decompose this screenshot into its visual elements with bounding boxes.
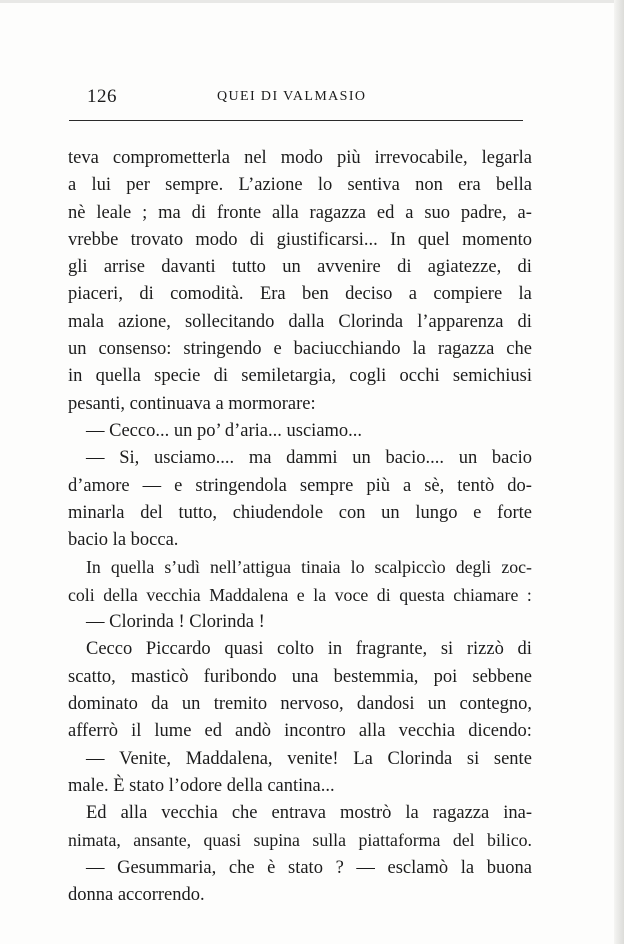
word: da: [151, 693, 169, 714]
word: forte: [497, 502, 532, 523]
word: buona: [486, 857, 532, 878]
word: giustificarsi...: [276, 229, 378, 250]
word: Maddalena: [209, 584, 289, 605]
word: ragazza: [432, 803, 490, 824]
text-line: [68, 554, 532, 581]
word: —: [86, 857, 105, 878]
word: sè,: [424, 475, 445, 496]
word: semichiusi: [452, 366, 532, 387]
word: un: [181, 693, 201, 714]
word: ben: [302, 284, 329, 305]
word: e: [296, 584, 305, 605]
word: bacio: [491, 448, 532, 469]
text-line: — Clorinda ! Clorinda !: [86, 612, 265, 633]
word: La: [353, 748, 373, 769]
word: nervoso,: [280, 693, 344, 714]
word: di: [517, 311, 532, 332]
word: Gesummaria,: [117, 857, 217, 878]
word: lo: [350, 557, 365, 578]
page-number: 126: [87, 86, 117, 107]
word: per: [126, 175, 150, 196]
word: ;: [142, 202, 148, 223]
word: di: [249, 229, 265, 250]
word: a: [408, 284, 417, 305]
text-line: [68, 445, 532, 472]
word: Clorinda: [338, 311, 404, 332]
word: del: [452, 830, 475, 851]
word: L’azione: [238, 175, 303, 196]
word: sentiva: [347, 175, 400, 196]
word: bacio....: [385, 448, 444, 469]
word: un: [427, 693, 447, 714]
word: rizzò: [466, 639, 504, 660]
text-line: donna accorrendo.: [68, 885, 205, 906]
word: mala: [68, 311, 104, 332]
page-header: [87, 86, 522, 110]
word: Maddalena,: [185, 748, 273, 769]
text-line: [68, 636, 532, 663]
word: della: [103, 584, 138, 605]
word: quasi: [203, 830, 242, 851]
word: chiudendole: [232, 502, 324, 523]
page-top-edge: [0, 0, 624, 3]
word: colto: [277, 639, 315, 660]
word: sebbene: [472, 666, 532, 687]
word: un: [282, 257, 301, 278]
text-line: [68, 363, 532, 390]
text-line: [68, 664, 532, 691]
text-line: [68, 855, 532, 882]
word: ragazza: [309, 202, 367, 223]
word: occhi: [399, 366, 440, 387]
word: entrava: [271, 803, 326, 824]
word: ma: [248, 448, 272, 469]
text-line: [68, 691, 532, 718]
word: la: [412, 339, 426, 360]
text-line: [68, 718, 532, 745]
word: vrebbe: [68, 229, 119, 250]
word: in: [68, 366, 83, 387]
word: lungo: [415, 502, 458, 523]
word: di: [397, 257, 412, 278]
text-line: [68, 172, 532, 199]
word: In: [86, 557, 101, 578]
word: afferrò: [68, 721, 118, 742]
word: momento: [462, 229, 532, 250]
word: a: [68, 175, 77, 196]
word: voce: [334, 584, 369, 605]
word: usciamo....: [153, 448, 235, 469]
word: esclamò: [387, 857, 449, 878]
word: ed: [204, 721, 222, 742]
word: suo: [424, 202, 451, 223]
word: che: [228, 857, 255, 878]
word: la: [460, 857, 475, 878]
word: Venite,: [119, 748, 172, 769]
text-line: [68, 500, 532, 527]
word: Cecco: [86, 639, 133, 660]
word: una: [291, 666, 319, 687]
word: bestemmia,: [333, 666, 419, 687]
word: do-: [507, 475, 532, 496]
word: nell’attigua: [210, 557, 291, 578]
text-line: pesanti, continuava a mormorare:: [68, 393, 316, 414]
text-line: [68, 145, 532, 172]
word: non: [415, 175, 443, 196]
word: che: [506, 339, 532, 360]
word: lo: [317, 175, 333, 196]
word: scatto,: [68, 666, 116, 687]
word: la: [405, 803, 419, 824]
body-text: [68, 145, 532, 909]
word: zoc-: [501, 557, 532, 578]
word: bilico.: [487, 830, 532, 851]
word: di: [376, 584, 391, 605]
word: tinaia: [301, 557, 341, 578]
word: nè: [68, 202, 86, 223]
word: semiletargia,: [241, 366, 336, 387]
word: cogli: [349, 366, 387, 387]
word: di: [213, 366, 229, 387]
word: più: [366, 475, 390, 496]
word: azione,: [118, 311, 171, 332]
word: un: [381, 502, 400, 523]
word: Clorinda: [387, 748, 453, 769]
word: sulla: [312, 830, 346, 851]
header-rule: [69, 120, 523, 121]
word: scalpiccìo: [374, 557, 446, 578]
word: s’udì: [164, 557, 200, 578]
word: arrise: [103, 257, 145, 278]
word: si: [440, 639, 454, 660]
word: irrevocabile,: [374, 148, 468, 168]
word: un: [352, 448, 371, 469]
word: di: [517, 257, 532, 278]
word: leale: [96, 202, 132, 223]
word: vecchia: [161, 803, 218, 824]
text-line: [68, 827, 532, 854]
text-line: male. È stato l’odore della cantina...: [68, 775, 335, 796]
word: a: [405, 202, 414, 223]
text-line: bacio la bocca.: [68, 530, 179, 551]
text-line: [68, 227, 532, 254]
word: dalla: [288, 311, 325, 332]
word: fragrante,: [355, 639, 428, 660]
word: stringendo: [183, 339, 262, 360]
word: Era: [259, 284, 286, 305]
text-line: [68, 746, 532, 773]
text-line: [68, 473, 532, 500]
word: teva: [68, 148, 99, 168]
word: a: [402, 475, 412, 496]
word: tutto: [232, 257, 266, 278]
word: sente: [493, 748, 532, 769]
word: sempre: [299, 475, 354, 496]
word: dandosi: [356, 693, 415, 714]
word: supina: [253, 830, 300, 851]
word: tremito: [213, 693, 268, 714]
word: ma: [158, 202, 181, 223]
word: ed: [376, 202, 395, 223]
word: alla: [120, 803, 148, 824]
word: davanti: [161, 257, 216, 278]
word: furibondo: [203, 666, 277, 687]
word: di: [517, 639, 532, 660]
word: di: [139, 284, 154, 305]
word: modo: [195, 229, 238, 250]
word: vecchia: [146, 584, 201, 605]
word: che: [231, 803, 258, 824]
word: —: [142, 475, 162, 496]
word: a-: [517, 202, 532, 223]
word: venite!: [287, 748, 339, 769]
word: quel: [417, 229, 450, 250]
word: minarla: [68, 502, 125, 523]
text-line: — Cecco... un po’ d’aria... usciamo...: [86, 420, 363, 441]
word: —: [86, 448, 105, 469]
word: tutto,: [178, 502, 218, 523]
word: lume: [154, 721, 192, 742]
word: gli: [68, 257, 88, 278]
running-title: QUEI DI VALMASIO: [217, 89, 367, 104]
word: degli: [455, 557, 492, 578]
word: quella: [110, 557, 155, 578]
word: e: [473, 502, 482, 523]
word: consenso:: [98, 339, 172, 360]
word: chiamare: [453, 584, 519, 605]
word: più: [336, 148, 361, 168]
word: di: [191, 202, 207, 223]
word: alla: [358, 721, 386, 742]
word: Ed: [86, 803, 107, 824]
word: Piccardo: [145, 639, 211, 660]
word: e: [174, 475, 183, 496]
text-line: [68, 254, 532, 281]
word: ansante,: [133, 830, 192, 851]
word: comodità.: [170, 284, 244, 305]
word: dicendo:: [468, 721, 532, 742]
word: stato: [288, 857, 323, 878]
word: comprometterla: [112, 148, 230, 168]
word: andò: [235, 721, 272, 742]
word: questa: [399, 584, 445, 605]
word: ?: [335, 857, 344, 878]
word: in: [327, 639, 343, 660]
word: padre,: [460, 202, 507, 223]
word: mostrò: [339, 803, 392, 824]
page-right-edge: [614, 0, 624, 944]
word: piaceri,: [68, 284, 123, 305]
word: specie: [154, 366, 201, 387]
word: bella: [496, 175, 532, 196]
word: sempre.: [165, 175, 224, 196]
word: nel: [244, 148, 267, 168]
word: alla: [271, 202, 299, 223]
word: avvenire: [317, 257, 381, 278]
word: incontro: [284, 721, 346, 742]
word: nimata,: [68, 830, 121, 851]
word: agiatezze,: [427, 257, 502, 278]
word: tentò: [457, 475, 495, 496]
word: fronte: [216, 202, 262, 223]
text-line: [68, 281, 532, 308]
word: masticò: [130, 666, 189, 687]
word: quasi: [224, 639, 264, 660]
word: quella: [95, 366, 141, 387]
word: dammi: [286, 448, 338, 469]
word: —: [356, 857, 375, 878]
word: l’apparenza: [417, 311, 504, 332]
text-line: [68, 200, 532, 227]
word: lui: [91, 175, 112, 196]
word: trovato: [130, 229, 184, 250]
word: Si,: [119, 448, 140, 469]
word: coli: [68, 584, 95, 605]
word: In: [390, 229, 406, 250]
word: il: [131, 721, 142, 742]
text-line: [68, 336, 532, 363]
word: dominato: [68, 693, 138, 714]
word: e: [273, 339, 282, 360]
word: la: [313, 584, 327, 605]
word: ina-: [503, 803, 532, 824]
word: legarla: [481, 148, 532, 168]
word: deciso: [345, 284, 393, 305]
word: baciucchiando: [293, 339, 401, 360]
word: ragazza: [437, 339, 495, 360]
word: è: [267, 857, 276, 878]
word: :: [526, 584, 532, 605]
word: si: [466, 748, 480, 769]
word: un: [458, 448, 478, 469]
word: d’amore: [68, 475, 130, 496]
word: compiere: [433, 284, 503, 305]
text-line: [68, 800, 532, 827]
word: stringendola: [195, 475, 287, 496]
word: sollecitando: [184, 311, 275, 332]
word: la: [518, 284, 532, 305]
word: del: [140, 502, 163, 523]
word: contegno,: [459, 693, 532, 714]
word: —: [86, 748, 105, 769]
word: vecchia: [398, 721, 456, 742]
text-line: [68, 309, 532, 336]
word: era: [458, 175, 481, 196]
word: modo: [280, 148, 323, 168]
word: piattaforma: [358, 830, 441, 851]
word: un: [68, 339, 87, 360]
word: poi: [433, 666, 458, 687]
text-line: [68, 582, 532, 609]
word: con: [338, 502, 366, 523]
